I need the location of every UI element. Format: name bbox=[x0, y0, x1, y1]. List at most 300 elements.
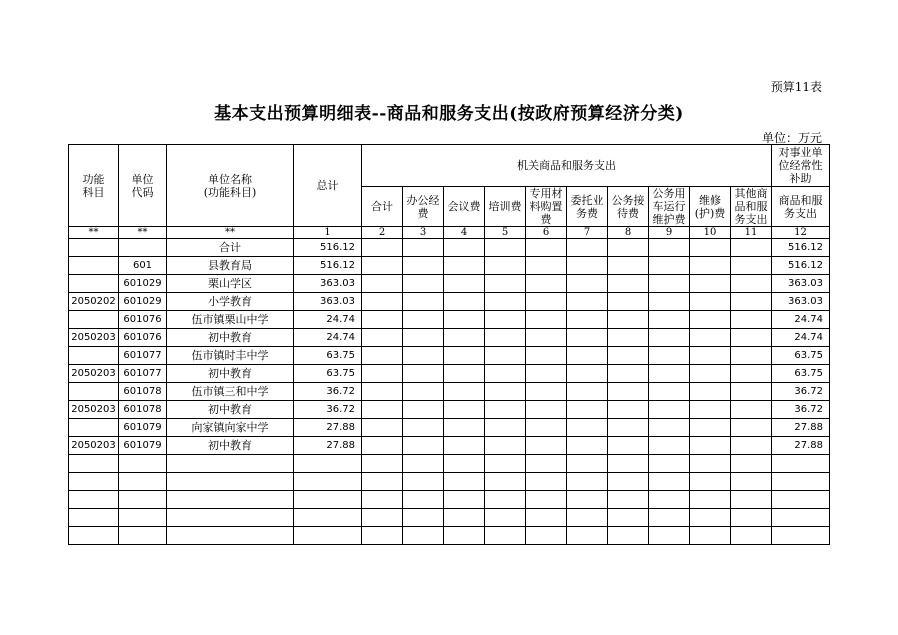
goods-services-cell bbox=[362, 365, 403, 383]
total-cell: 516.12 bbox=[294, 239, 362, 257]
unit-name-cell: 伍市镇三和中学 bbox=[167, 383, 294, 401]
empty-cell bbox=[167, 527, 294, 545]
goods-services-cell bbox=[649, 311, 690, 329]
empty-cell bbox=[69, 491, 119, 509]
unit-code-cell: 601077 bbox=[119, 347, 167, 365]
goods-services-cell bbox=[608, 311, 649, 329]
empty-cell bbox=[526, 455, 567, 473]
goods-services-cell bbox=[731, 275, 772, 293]
goods-services-cell bbox=[403, 275, 444, 293]
unit-name-cell: 合计 bbox=[167, 239, 294, 257]
func-subject-cell bbox=[69, 257, 119, 275]
table-row bbox=[69, 257, 830, 275]
goods-services-cell bbox=[403, 239, 444, 257]
table-row bbox=[69, 311, 830, 329]
goods-services-cell bbox=[690, 365, 731, 383]
unit-code-cell: 601079 bbox=[119, 419, 167, 437]
empty-cell bbox=[608, 491, 649, 509]
empty-cell bbox=[649, 509, 690, 527]
empty-cell bbox=[119, 473, 167, 491]
empty-cell bbox=[69, 509, 119, 527]
goods-services-cell bbox=[567, 383, 608, 401]
func-subject-cell: 2050203 bbox=[69, 329, 119, 347]
goods-services-cell bbox=[362, 311, 403, 329]
table-row bbox=[69, 365, 830, 383]
goods-services-cell bbox=[362, 419, 403, 437]
table-row bbox=[69, 383, 830, 401]
table-row bbox=[69, 239, 830, 257]
goods-services-cell bbox=[567, 293, 608, 311]
empty-cell bbox=[485, 455, 526, 473]
goods-services-cell bbox=[444, 365, 485, 383]
empty-cell bbox=[485, 509, 526, 527]
empty-cell bbox=[362, 527, 403, 545]
goods-services-cell bbox=[362, 257, 403, 275]
unit-name-cell: 初中教育 bbox=[167, 401, 294, 419]
func-subject-cell bbox=[69, 419, 119, 437]
goods-services-cell bbox=[485, 275, 526, 293]
empty-cell bbox=[731, 527, 772, 545]
unit-code-cell: 601029 bbox=[119, 275, 167, 293]
empty-row bbox=[69, 509, 830, 527]
subsidy-cell: 516.12 bbox=[772, 257, 830, 275]
goods-services-cell bbox=[731, 239, 772, 257]
header-unit-code: 单位 代码 bbox=[119, 145, 167, 227]
empty-cell bbox=[444, 473, 485, 491]
goods-services-cell bbox=[444, 239, 485, 257]
goods-services-cell bbox=[690, 347, 731, 365]
empty-cell bbox=[526, 473, 567, 491]
table-body bbox=[69, 227, 830, 545]
goods-services-cell bbox=[731, 347, 772, 365]
goods-services-cell bbox=[403, 401, 444, 419]
sub-header-subsidy: 商品和服务支出 bbox=[772, 187, 830, 227]
goods-services-cell bbox=[567, 419, 608, 437]
func-subject-cell bbox=[69, 347, 119, 365]
goods-services-cell bbox=[608, 275, 649, 293]
goods-services-cell bbox=[526, 347, 567, 365]
empty-cell bbox=[362, 473, 403, 491]
sub-header-cell: 办公经费 bbox=[403, 187, 444, 227]
goods-services-cell bbox=[403, 311, 444, 329]
header-total: 总计 bbox=[294, 145, 362, 227]
goods-services-cell bbox=[690, 293, 731, 311]
sub-header-cell: 其他商品和服务支出 bbox=[731, 187, 772, 227]
index-cell: 6 bbox=[526, 227, 567, 239]
goods-services-cell bbox=[526, 419, 567, 437]
goods-services-cell bbox=[362, 329, 403, 347]
empty-cell bbox=[119, 455, 167, 473]
goods-services-cell bbox=[608, 329, 649, 347]
index-cell: ** bbox=[167, 227, 294, 239]
goods-services-cell bbox=[526, 383, 567, 401]
index-cell: 7 bbox=[567, 227, 608, 239]
header-unit-name: 单位名称 (功能科目) bbox=[167, 145, 294, 227]
empty-cell bbox=[294, 491, 362, 509]
total-cell: 63.75 bbox=[294, 365, 362, 383]
empty-cell bbox=[294, 473, 362, 491]
subsidy-cell: 24.74 bbox=[772, 329, 830, 347]
goods-services-cell bbox=[526, 329, 567, 347]
empty-cell bbox=[167, 455, 294, 473]
goods-services-cell bbox=[485, 437, 526, 455]
goods-services-cell bbox=[649, 383, 690, 401]
empty-cell bbox=[649, 473, 690, 491]
table-row bbox=[69, 329, 830, 347]
goods-services-cell bbox=[690, 401, 731, 419]
unit-code-cell: 601076 bbox=[119, 329, 167, 347]
empty-cell bbox=[731, 473, 772, 491]
total-cell: 24.74 bbox=[294, 329, 362, 347]
total-cell: 36.72 bbox=[294, 401, 362, 419]
goods-services-cell bbox=[403, 329, 444, 347]
empty-cell bbox=[690, 527, 731, 545]
empty-cell bbox=[772, 527, 830, 545]
goods-services-cell bbox=[608, 383, 649, 401]
goods-services-cell bbox=[403, 437, 444, 455]
goods-services-cell bbox=[526, 365, 567, 383]
goods-services-cell bbox=[526, 437, 567, 455]
goods-services-cell bbox=[362, 437, 403, 455]
header-func-subject: 功能 科目 bbox=[69, 145, 119, 227]
func-subject-cell bbox=[69, 311, 119, 329]
goods-services-cell bbox=[485, 347, 526, 365]
goods-services-cell bbox=[403, 347, 444, 365]
subsidy-cell: 24.74 bbox=[772, 311, 830, 329]
empty-cell bbox=[485, 473, 526, 491]
goods-services-cell bbox=[444, 347, 485, 365]
total-cell: 24.74 bbox=[294, 311, 362, 329]
empty-row bbox=[69, 527, 830, 545]
goods-services-cell bbox=[485, 365, 526, 383]
subsidy-cell: 363.03 bbox=[772, 293, 830, 311]
goods-services-cell bbox=[649, 293, 690, 311]
index-cell: ** bbox=[69, 227, 119, 239]
goods-services-cell bbox=[690, 275, 731, 293]
empty-cell bbox=[608, 509, 649, 527]
goods-services-cell bbox=[731, 365, 772, 383]
total-cell: 63.75 bbox=[294, 347, 362, 365]
empty-cell bbox=[362, 491, 403, 509]
goods-services-cell bbox=[731, 257, 772, 275]
empty-cell bbox=[608, 527, 649, 545]
index-cell: 11 bbox=[731, 227, 772, 239]
func-subject-cell: 2050202 bbox=[69, 293, 119, 311]
goods-services-cell bbox=[526, 257, 567, 275]
goods-services-cell bbox=[690, 419, 731, 437]
empty-cell bbox=[526, 491, 567, 509]
goods-services-cell bbox=[690, 437, 731, 455]
goods-services-cell bbox=[403, 257, 444, 275]
sub-header-cell: 合计 bbox=[362, 187, 403, 227]
goods-services-cell bbox=[362, 401, 403, 419]
goods-services-cell bbox=[485, 329, 526, 347]
subsidy-cell: 363.03 bbox=[772, 275, 830, 293]
goods-services-cell bbox=[526, 401, 567, 419]
empty-cell bbox=[567, 491, 608, 509]
goods-services-cell bbox=[362, 275, 403, 293]
goods-services-cell bbox=[567, 365, 608, 383]
empty-cell bbox=[772, 509, 830, 527]
goods-services-cell bbox=[485, 293, 526, 311]
goods-services-cell bbox=[485, 419, 526, 437]
total-cell: 27.88 bbox=[294, 437, 362, 455]
unit-code-cell: 601078 bbox=[119, 383, 167, 401]
index-cell: 9 bbox=[649, 227, 690, 239]
goods-services-cell bbox=[444, 401, 485, 419]
empty-row bbox=[69, 491, 830, 509]
empty-cell bbox=[567, 455, 608, 473]
goods-services-cell bbox=[526, 239, 567, 257]
empty-cell bbox=[731, 509, 772, 527]
empty-cell bbox=[772, 455, 830, 473]
sub-header-cell: 专用材料购置费 bbox=[526, 187, 567, 227]
goods-services-cell bbox=[690, 311, 731, 329]
func-subject-cell: 2050203 bbox=[69, 437, 119, 455]
unit-code-cell: 601076 bbox=[119, 311, 167, 329]
goods-services-cell bbox=[444, 419, 485, 437]
goods-services-cell bbox=[731, 419, 772, 437]
empty-row bbox=[69, 473, 830, 491]
goods-services-cell bbox=[567, 329, 608, 347]
index-cell: ** bbox=[119, 227, 167, 239]
goods-services-cell bbox=[608, 239, 649, 257]
subsidy-cell: 27.88 bbox=[772, 419, 830, 437]
goods-services-cell bbox=[649, 437, 690, 455]
empty-cell bbox=[526, 527, 567, 545]
empty-cell bbox=[526, 509, 567, 527]
goods-services-cell bbox=[731, 401, 772, 419]
goods-services-cell bbox=[362, 347, 403, 365]
subsidy-cell: 36.72 bbox=[772, 401, 830, 419]
empty-row bbox=[69, 455, 830, 473]
index-cell: 5 bbox=[485, 227, 526, 239]
empty-cell bbox=[567, 527, 608, 545]
goods-services-cell bbox=[526, 293, 567, 311]
sub-header-cell: 公务接待费 bbox=[608, 187, 649, 227]
goods-services-cell bbox=[608, 293, 649, 311]
empty-cell bbox=[294, 455, 362, 473]
unit-code-cell: 601078 bbox=[119, 401, 167, 419]
goods-services-cell bbox=[567, 401, 608, 419]
goods-services-cell bbox=[403, 365, 444, 383]
goods-services-cell bbox=[690, 239, 731, 257]
sub-header-cell: 公务用车运行维护费 bbox=[649, 187, 690, 227]
empty-cell bbox=[167, 509, 294, 527]
goods-services-cell bbox=[526, 275, 567, 293]
unit-code-cell: 601029 bbox=[119, 293, 167, 311]
goods-services-cell bbox=[690, 329, 731, 347]
empty-cell bbox=[444, 491, 485, 509]
goods-services-cell bbox=[649, 401, 690, 419]
empty-cell bbox=[69, 473, 119, 491]
goods-services-cell bbox=[444, 257, 485, 275]
goods-services-cell bbox=[731, 329, 772, 347]
unit-name-cell: 初中教育 bbox=[167, 329, 294, 347]
func-subject-cell: 2050203 bbox=[69, 401, 119, 419]
empty-cell bbox=[485, 527, 526, 545]
func-subject-cell bbox=[69, 383, 119, 401]
empty-cell bbox=[167, 473, 294, 491]
goods-services-cell bbox=[485, 257, 526, 275]
goods-services-cell bbox=[444, 275, 485, 293]
empty-cell bbox=[567, 473, 608, 491]
goods-services-cell bbox=[362, 239, 403, 257]
goods-services-cell bbox=[649, 239, 690, 257]
empty-cell bbox=[69, 527, 119, 545]
empty-cell bbox=[772, 473, 830, 491]
empty-cell bbox=[362, 455, 403, 473]
goods-services-cell bbox=[608, 437, 649, 455]
goods-services-cell bbox=[608, 365, 649, 383]
goods-services-cell bbox=[485, 401, 526, 419]
unit-name-cell: 小学教育 bbox=[167, 293, 294, 311]
goods-services-cell bbox=[608, 347, 649, 365]
table-row bbox=[69, 401, 830, 419]
goods-services-cell bbox=[403, 293, 444, 311]
sub-header-cell: 培训费 bbox=[485, 187, 526, 227]
empty-cell bbox=[119, 509, 167, 527]
table-row bbox=[69, 275, 830, 293]
goods-services-cell bbox=[485, 239, 526, 257]
goods-services-cell bbox=[649, 257, 690, 275]
goods-services-cell bbox=[403, 419, 444, 437]
goods-services-cell bbox=[403, 383, 444, 401]
goods-services-cell bbox=[485, 383, 526, 401]
index-row bbox=[69, 227, 830, 239]
unit-name-cell: 向家镇向家中学 bbox=[167, 419, 294, 437]
page-title: 基本支出预算明细表--商品和服务支出(按政府预算经济分类) bbox=[214, 104, 684, 124]
goods-services-cell bbox=[444, 311, 485, 329]
empty-cell bbox=[772, 491, 830, 509]
empty-cell bbox=[608, 473, 649, 491]
header-goods-services-group: 机关商品和服务支出 bbox=[362, 145, 772, 187]
goods-services-cell bbox=[444, 293, 485, 311]
empty-cell bbox=[731, 491, 772, 509]
empty-cell bbox=[649, 491, 690, 509]
empty-cell bbox=[608, 455, 649, 473]
index-cell: 2 bbox=[362, 227, 403, 239]
sub-header-cell: 维修(护)费 bbox=[690, 187, 731, 227]
empty-cell bbox=[567, 509, 608, 527]
unit-label: 单位：万元 bbox=[761, 131, 822, 145]
index-cell: 12 bbox=[772, 227, 830, 239]
goods-services-cell bbox=[731, 293, 772, 311]
index-cell: 1 bbox=[294, 227, 362, 239]
goods-services-cell bbox=[608, 419, 649, 437]
goods-services-cell bbox=[444, 383, 485, 401]
empty-cell bbox=[690, 473, 731, 491]
goods-services-cell bbox=[526, 311, 567, 329]
goods-services-cell bbox=[567, 257, 608, 275]
goods-services-cell bbox=[608, 257, 649, 275]
unit-code-cell: 601077 bbox=[119, 365, 167, 383]
goods-services-cell bbox=[649, 275, 690, 293]
table-number: 预算11表 bbox=[770, 80, 822, 94]
goods-services-cell bbox=[567, 311, 608, 329]
goods-services-cell bbox=[649, 347, 690, 365]
index-cell: 8 bbox=[608, 227, 649, 239]
goods-services-cell bbox=[649, 419, 690, 437]
empty-cell bbox=[403, 527, 444, 545]
total-cell: 363.03 bbox=[294, 275, 362, 293]
goods-services-cell bbox=[608, 401, 649, 419]
empty-cell bbox=[649, 527, 690, 545]
total-cell: 27.88 bbox=[294, 419, 362, 437]
empty-cell bbox=[690, 509, 731, 527]
subsidy-cell: 27.88 bbox=[772, 437, 830, 455]
func-subject-cell: 2050203 bbox=[69, 365, 119, 383]
unit-name-cell: 初中教育 bbox=[167, 437, 294, 455]
empty-cell bbox=[403, 509, 444, 527]
unit-code-cell bbox=[119, 239, 167, 257]
goods-services-cell bbox=[485, 311, 526, 329]
table-row bbox=[69, 419, 830, 437]
goods-services-cell bbox=[567, 239, 608, 257]
empty-cell bbox=[444, 509, 485, 527]
total-cell: 36.72 bbox=[294, 383, 362, 401]
empty-cell bbox=[294, 509, 362, 527]
empty-cell bbox=[403, 473, 444, 491]
empty-cell bbox=[444, 527, 485, 545]
subsidy-cell: 36.72 bbox=[772, 383, 830, 401]
total-cell: 363.03 bbox=[294, 293, 362, 311]
sub-header-cell: 会议费 bbox=[444, 187, 485, 227]
unit-name-cell: 县教育局 bbox=[167, 257, 294, 275]
goods-services-cell bbox=[444, 329, 485, 347]
goods-services-cell bbox=[690, 257, 731, 275]
index-cell: 10 bbox=[690, 227, 731, 239]
unit-name-cell: 伍市镇栗山中学 bbox=[167, 311, 294, 329]
goods-services-cell bbox=[362, 293, 403, 311]
goods-services-cell bbox=[649, 329, 690, 347]
unit-name-cell: 伍市镇时丰中学 bbox=[167, 347, 294, 365]
table-row bbox=[69, 437, 830, 455]
goods-services-cell bbox=[567, 347, 608, 365]
empty-cell bbox=[69, 455, 119, 473]
unit-name-cell: 初中教育 bbox=[167, 365, 294, 383]
empty-cell bbox=[444, 455, 485, 473]
header-subsidy-group: 对事业单位经常性补助 bbox=[772, 145, 830, 187]
sub-header-cell: 委托业务费 bbox=[567, 187, 608, 227]
empty-cell bbox=[119, 491, 167, 509]
func-subject-cell bbox=[69, 239, 119, 257]
goods-services-cell bbox=[567, 275, 608, 293]
goods-services-cell bbox=[690, 383, 731, 401]
empty-cell bbox=[649, 455, 690, 473]
budget-table bbox=[68, 144, 830, 545]
subsidy-cell: 63.75 bbox=[772, 365, 830, 383]
subsidy-cell: 516.12 bbox=[772, 239, 830, 257]
empty-cell bbox=[403, 491, 444, 509]
empty-cell bbox=[690, 455, 731, 473]
empty-cell bbox=[294, 527, 362, 545]
func-subject-cell bbox=[69, 275, 119, 293]
total-cell: 516.12 bbox=[294, 257, 362, 275]
empty-cell bbox=[690, 491, 731, 509]
empty-cell bbox=[119, 527, 167, 545]
empty-cell bbox=[403, 455, 444, 473]
goods-services-cell bbox=[362, 383, 403, 401]
index-cell: 4 bbox=[444, 227, 485, 239]
unit-name-cell: 栗山学区 bbox=[167, 275, 294, 293]
goods-services-cell bbox=[731, 383, 772, 401]
goods-services-cell bbox=[731, 311, 772, 329]
empty-cell bbox=[485, 491, 526, 509]
table-row bbox=[69, 293, 830, 311]
goods-services-cell bbox=[567, 437, 608, 455]
subsidy-cell: 63.75 bbox=[772, 347, 830, 365]
